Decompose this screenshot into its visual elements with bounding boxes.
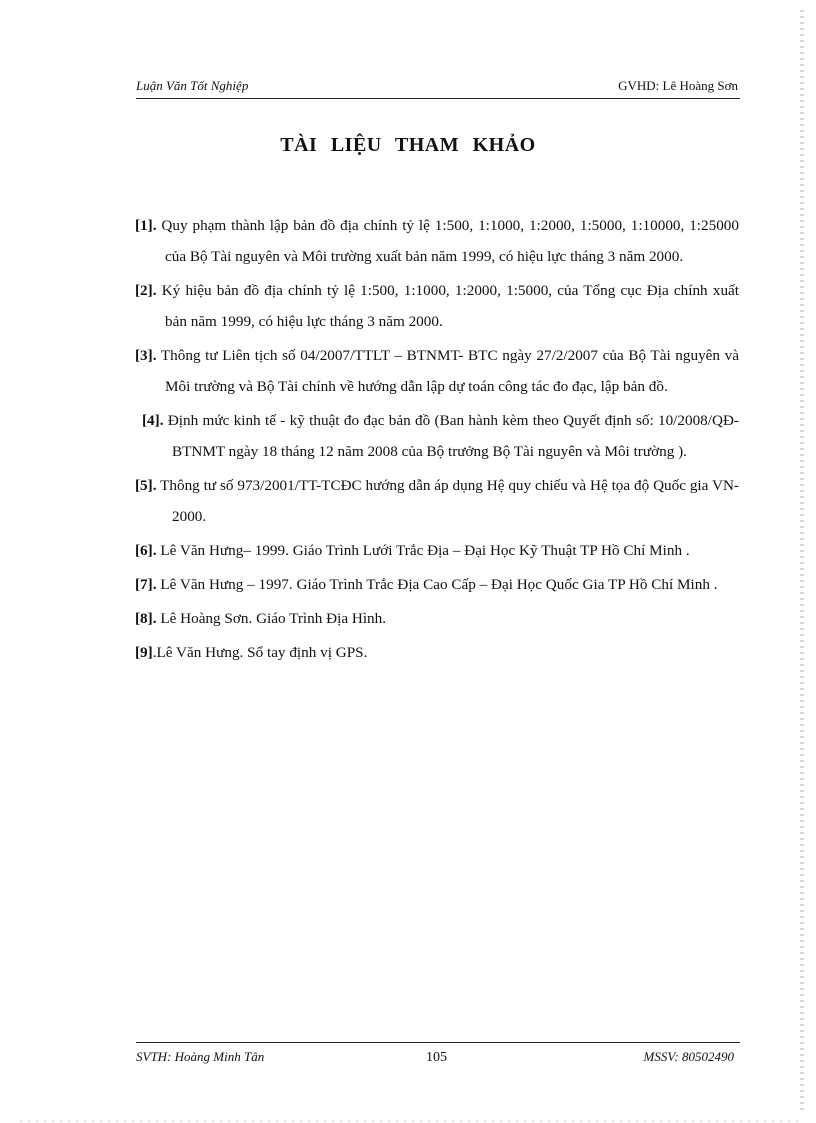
reference-text: Ký hiệu bản đồ địa chính tỷ lệ 1:500, 1:1000, 1:2000, 1:5000, của Tổng cục Địa chính xuất bản năm 1999, có hiệu lực tháng 3 năm 2000.: [156, 282, 739, 330]
reference-number: [2].: [135, 282, 157, 299]
header-thesis-label: Luận Văn Tốt Nghiệp: [136, 78, 249, 93]
reference-item: [135, 405, 739, 467]
reference-number: [9]: [135, 644, 153, 661]
reference-item: [135, 340, 739, 402]
reference-number: [4].: [142, 412, 164, 429]
reference-number: [3].: [135, 347, 157, 364]
reference-number: [5].: [135, 477, 157, 494]
reference-item: [135, 637, 739, 668]
page-shadow-bottom: [20, 1120, 804, 1122]
reference-text: Lê Hoàng Sơn. Giáo Trình Địa Hình.: [156, 610, 387, 627]
reference-item: [135, 275, 739, 337]
reference-text: Định mức kinh tế - kỹ thuật đo đạc bản đồ (Ban hành kèm theo Quyết định số: 10/2008/QĐ-BTNMT ngày 18 tháng 12 năm 2008 của Bộ trưởng Bộ Tài nguyên và Môi trường ).: [163, 412, 739, 460]
reference-text: Lê Văn Hưng – 1997. Giáo Trình Trắc Địa Cao Cấp – Đại Học Quốc Gia TP Hồ Chí Minh .: [156, 576, 718, 593]
reference-text: Lê Văn Hưng– 1999. Giáo Trình Lưới Trắc Địa – Đại Học Kỹ Thuật TP Hồ Chí Minh .: [156, 542, 690, 559]
reference-text: Quy phạm thành lập bản đồ địa chính tỷ lệ 1:500, 1:1000, 1:2000, 1:5000, 1:10000, 1:25000 của Bộ Tài nguyên và Môi trường xuất bản năm 1999, có hiệu lực tháng 3 năm 2000.: [156, 217, 739, 265]
reference-text: .Lê Văn Hưng. Sổ tay định vị GPS.: [152, 644, 368, 661]
reference-list: [135, 210, 739, 671]
reference-text: Thông tư Liên tịch số 04/2007/TTLT – BTNMT- BTC ngày 27/2/2007 của Bộ Tài nguyên và Môi trường và Bộ Tài chính về hướng dẫn lập dự toán công tác đo đạc, lập bản đồ.: [156, 347, 739, 395]
reference-number: [7].: [135, 576, 157, 593]
reference-item: [135, 210, 739, 272]
reference-item: [135, 603, 739, 634]
reference-item: [135, 470, 739, 532]
page-footer: [136, 1042, 740, 1073]
footer-student-id: MSSV: 80502490: [643, 1049, 734, 1064]
page-number: 105: [426, 1050, 447, 1065]
reference-number: [8].: [135, 610, 157, 627]
reference-number: [1].: [135, 217, 157, 234]
reference-item: [135, 569, 739, 600]
page-title: TÀI LIỆU THAM KHẢO: [280, 134, 536, 156]
footer-student: SVTH: Hoàng Minh Tân: [136, 1049, 265, 1064]
reference-text: Thông tư số 973/2001/TT-TCĐC hướng dẫn áp dụng Hệ quy chiếu và Hệ tọa độ Quốc gia VN-2000.: [156, 477, 739, 525]
reference-item: [135, 535, 739, 566]
reference-number: [6].: [135, 542, 157, 559]
header-advisor: GVHD: Lê Hoàng Sơn: [618, 78, 738, 93]
page-shadow-right: [800, 10, 804, 1113]
page-header: [136, 76, 740, 99]
